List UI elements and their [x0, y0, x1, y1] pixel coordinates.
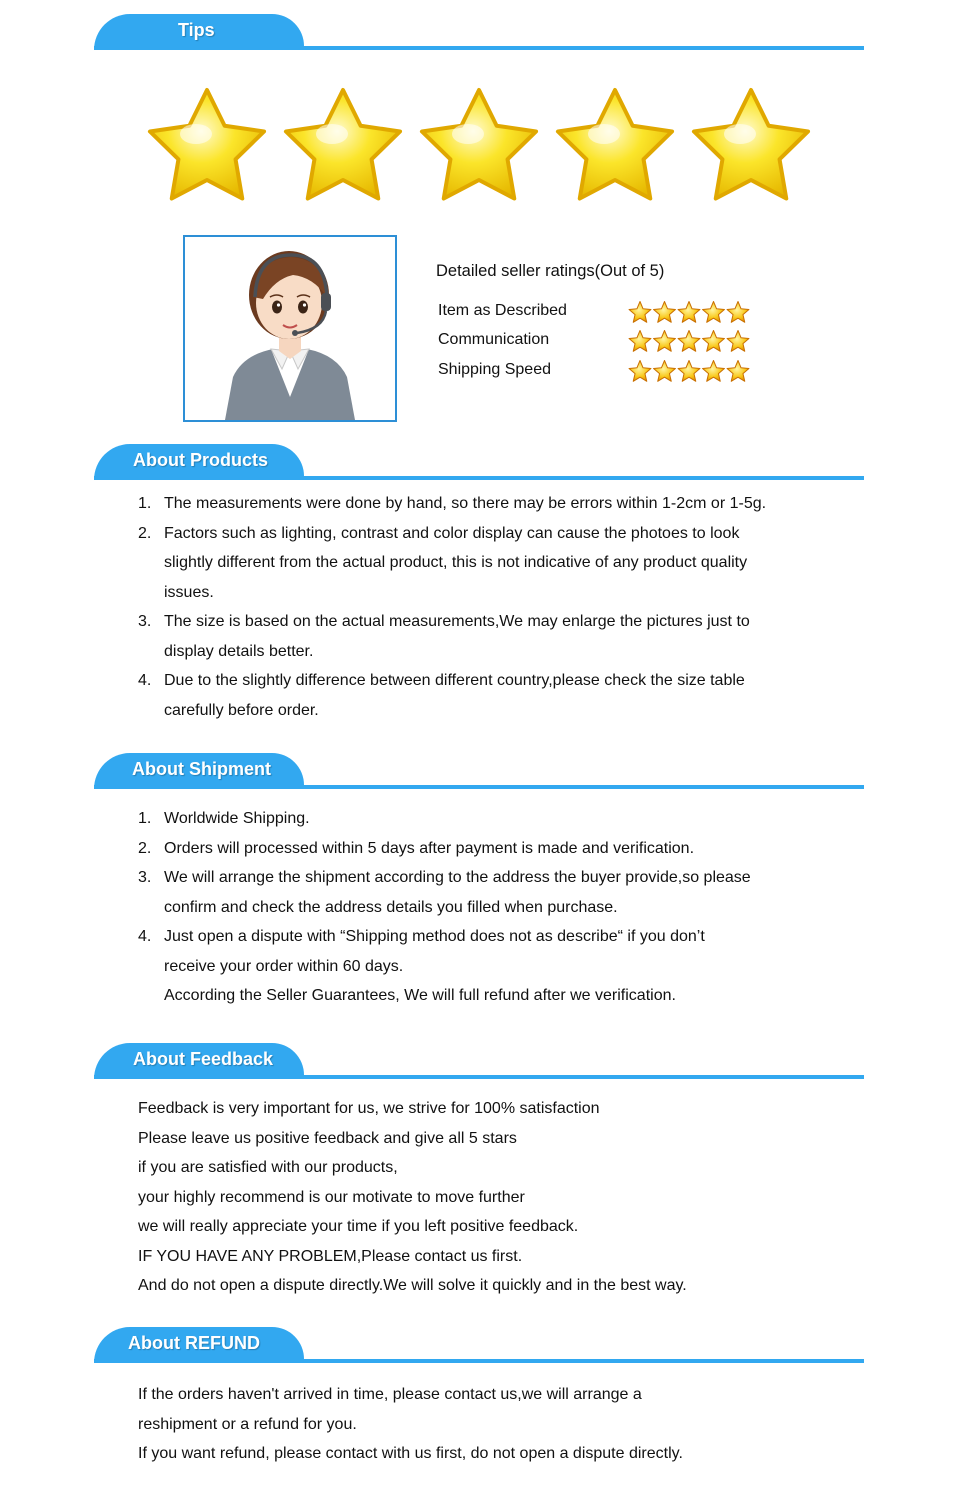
- list-item-line: The size is based on the actual measurements,We may enlarge the pictures just to: [164, 613, 750, 630]
- star-icon: [629, 331, 651, 352]
- star-icon: [688, 84, 814, 206]
- text-line: we will really appreciate your time if you left positive feedback.: [138, 1218, 579, 1235]
- list-item: [138, 834, 838, 864]
- star-icon: [416, 84, 542, 206]
- list-item-line: Due to the slightly difference between different country,please check the size table: [164, 672, 745, 689]
- list-item-number: 3.: [138, 613, 152, 630]
- list-item-line: slightly different from the actual product, this is not indicative of any product quality: [164, 554, 748, 571]
- list-item-line: receive your order within 60 days.: [164, 957, 404, 975]
- list-item-line: confirm and check the address details you filled when purchase.: [164, 898, 618, 916]
- customer-service-avatar-icon: [185, 237, 395, 420]
- text-line: Please leave us positive feedback and give all 5 stars: [138, 1129, 517, 1147]
- list-item: [138, 489, 838, 519]
- list-item-line: Worldwide Shipping.: [164, 810, 310, 827]
- shipment-title: About Shipment: [132, 759, 271, 779]
- list-item-number: 4.: [138, 928, 152, 945]
- list-item-number: 3.: [138, 869, 152, 886]
- ratings-title: Detailed seller ratings(Out of 5): [436, 262, 665, 280]
- text-line: reshipment or a refund for you.: [138, 1415, 357, 1433]
- refund-text: [138, 1380, 858, 1469]
- star-icon: [678, 361, 700, 382]
- refund-title: About REFUND: [128, 1333, 260, 1353]
- text-line: If the orders haven't arrived in time, please contact us,we will arrange a: [138, 1386, 642, 1403]
- list-item-line: Just open a dispute with “Shipping method does not as describe“ if you don’t: [164, 928, 705, 945]
- star-icon: [703, 302, 725, 323]
- products-title: About Products: [133, 450, 268, 470]
- rating-stars-shipping-speed: [628, 359, 750, 383]
- shipment-list: [138, 804, 838, 1011]
- feedback-title: About Feedback: [133, 1049, 274, 1069]
- list-item: [138, 922, 838, 1011]
- rating-stars-item-as-described: [628, 300, 750, 324]
- products-header: [94, 440, 864, 480]
- star-icon: [629, 302, 651, 323]
- star-icon: [727, 302, 749, 323]
- star-icon: [654, 302, 676, 323]
- star-icon: [678, 331, 700, 352]
- list-item: [138, 607, 838, 666]
- star-icon: [654, 361, 676, 382]
- star-icon: [678, 302, 700, 323]
- products-list: [138, 489, 838, 725]
- rating-row-communication: [438, 329, 758, 353]
- star-icon: [552, 84, 678, 206]
- avatar: [183, 235, 397, 422]
- big-star-rating: [144, 84, 816, 206]
- star-icon: [727, 331, 749, 352]
- star-icon: [280, 84, 406, 206]
- rating-row-item-as-described: [438, 300, 758, 324]
- list-item-line: Orders will processed within 5 days after payment is made and verification.: [164, 839, 695, 857]
- text-line: IF YOU HAVE ANY PROBLEM,Please contact us first.: [138, 1247, 523, 1265]
- star-icon: [629, 361, 651, 382]
- text-line: And do not open a dispute directly.We will solve it quickly and in the best way.: [138, 1277, 687, 1294]
- star-icon: [727, 361, 749, 382]
- star-icon: [703, 361, 725, 382]
- list-item: [138, 804, 838, 834]
- list-item-line: Factors such as lighting, contrast and color display can cause the photoes to look: [164, 524, 740, 542]
- list-item-number: 2.: [138, 524, 152, 542]
- star-icon: [703, 331, 725, 352]
- list-item-number: 1.: [138, 810, 152, 827]
- list-item-line: display details better.: [164, 642, 314, 660]
- list-item-line: carefully before order.: [164, 701, 319, 719]
- tips-header: [94, 10, 864, 50]
- rating-stars-communication: [628, 329, 750, 353]
- list-item-line: issues.: [164, 583, 214, 601]
- list-item: [138, 519, 838, 608]
- text-line: Feedback is very important for us, we strive for 100% satisfaction: [138, 1100, 600, 1117]
- feedback-header: [94, 1039, 864, 1079]
- star-icon: [654, 331, 676, 352]
- text-line: if you are satisfied with our products,: [138, 1159, 398, 1176]
- refund-header: [94, 1323, 864, 1363]
- rating-row-shipping-speed: [438, 359, 758, 383]
- list-item-number: 2.: [138, 839, 152, 857]
- list-item-number: 4.: [138, 672, 152, 689]
- list-item: [138, 863, 838, 922]
- list-item-line: According the Seller Guarantees, We will full refund after we verification.: [164, 987, 676, 1004]
- text-line: your highly recommend is our motivate to move further: [138, 1188, 525, 1206]
- feedback-text: [138, 1094, 858, 1301]
- list-item-line: We will arrange the shipment according to the address the buyer provide,so please: [164, 869, 751, 886]
- rating-label: Communication: [438, 331, 550, 348]
- list-item-line: The measurements were done by hand, so there may be errors within 1-2cm or 1-5g.: [164, 495, 767, 512]
- list-item-number: 1.: [138, 495, 152, 512]
- rating-label: Shipping Speed: [438, 361, 551, 378]
- tips-title: Tips: [178, 20, 215, 40]
- shipment-header: [94, 749, 864, 789]
- rating-label: Item as Described: [438, 302, 567, 319]
- list-item: [138, 666, 838, 725]
- star-icon: [144, 84, 270, 206]
- text-line: If you want refund, please contact with us first, do not open a dispute directly.: [138, 1445, 683, 1462]
